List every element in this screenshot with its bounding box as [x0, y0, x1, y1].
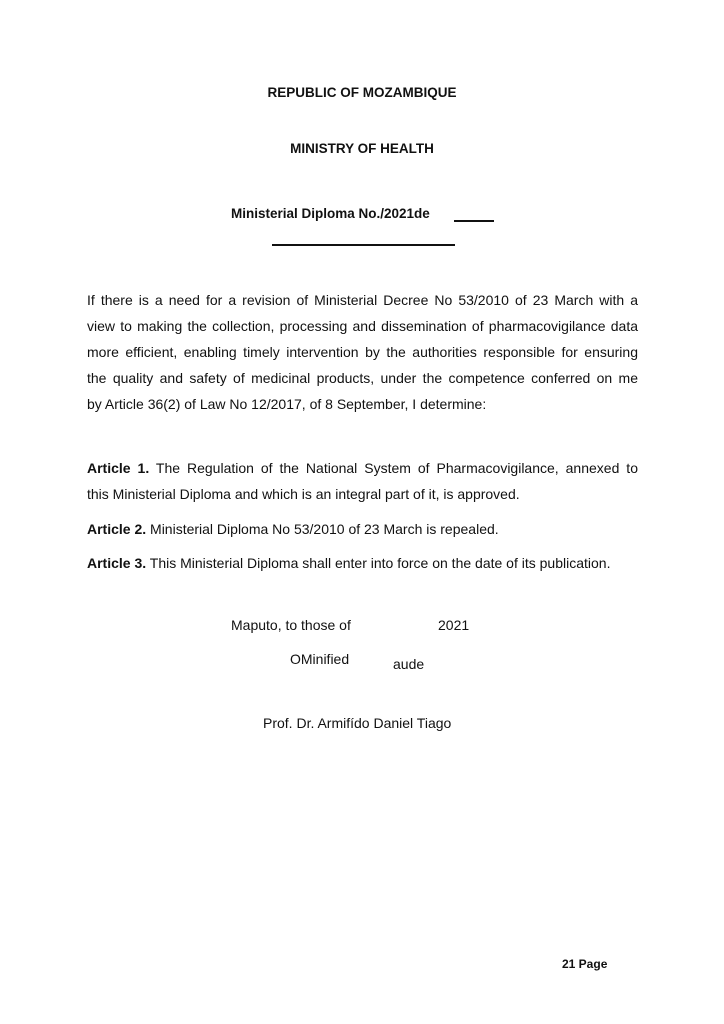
- signature-minister-left: OMinified: [290, 651, 350, 667]
- article-3: [87, 550, 638, 576]
- signature-year: 2021: [438, 617, 470, 633]
- article-2-line: [87, 516, 638, 542]
- diploma-number-blank: [454, 220, 494, 222]
- diploma-title: Ministerial Diploma No./2021de: [231, 206, 430, 221]
- preamble-line: If there is a need for a revision of Ministerial Decree No 53/2010 of 23 March with a: [87, 292, 638, 308]
- signature-minister-right: aude: [393, 656, 425, 672]
- preamble-line: more efficient, enabling timely intervention by the authorities responsible for ensuring: [87, 344, 638, 360]
- signature-place: Maputo, to those of: [231, 617, 351, 633]
- article-1-text: The Regulation of the National System of Pharmacovigilance, annexed to: [155, 460, 638, 476]
- article-1-label: Article 1.: [87, 460, 150, 476]
- article-3-line: [87, 550, 638, 576]
- signatory-name: Prof. Dr. Armifído Daniel Tiago: [263, 715, 452, 731]
- preamble-line: by Article 36(2) of Law No 12/2017, of 8 September, I determine:: [87, 396, 487, 412]
- preamble-line: the quality and safety of medicinal products, under the competence conferred on me: [87, 370, 638, 386]
- article-1-line: [87, 455, 638, 481]
- article-2-text: Ministerial Diploma No 53/2010 of 23 March is repealed.: [150, 521, 499, 537]
- preamble-line: view to making the collection, processing and dissemination of pharmacovigilance data: [87, 318, 638, 334]
- page-number: 21 Page: [562, 957, 608, 971]
- article-1: [87, 455, 638, 507]
- article-3-text: This Ministerial Diploma shall enter into force on the date of its publication.: [149, 555, 611, 571]
- diploma-date-blank: [272, 244, 455, 246]
- article-2: [87, 516, 638, 542]
- article-3-label: Article 3.: [87, 555, 147, 571]
- republic-heading: REPUBLIC OF MOZAMBIQUE: [267, 85, 457, 100]
- article-1-line: this Ministerial Diploma and which is an integral part of it, is approved.: [87, 486, 520, 502]
- article-2-label: Article 2.: [87, 521, 147, 537]
- ministry-heading: MINISTRY OF HEALTH: [290, 141, 434, 156]
- preamble-paragraph: [87, 287, 638, 417]
